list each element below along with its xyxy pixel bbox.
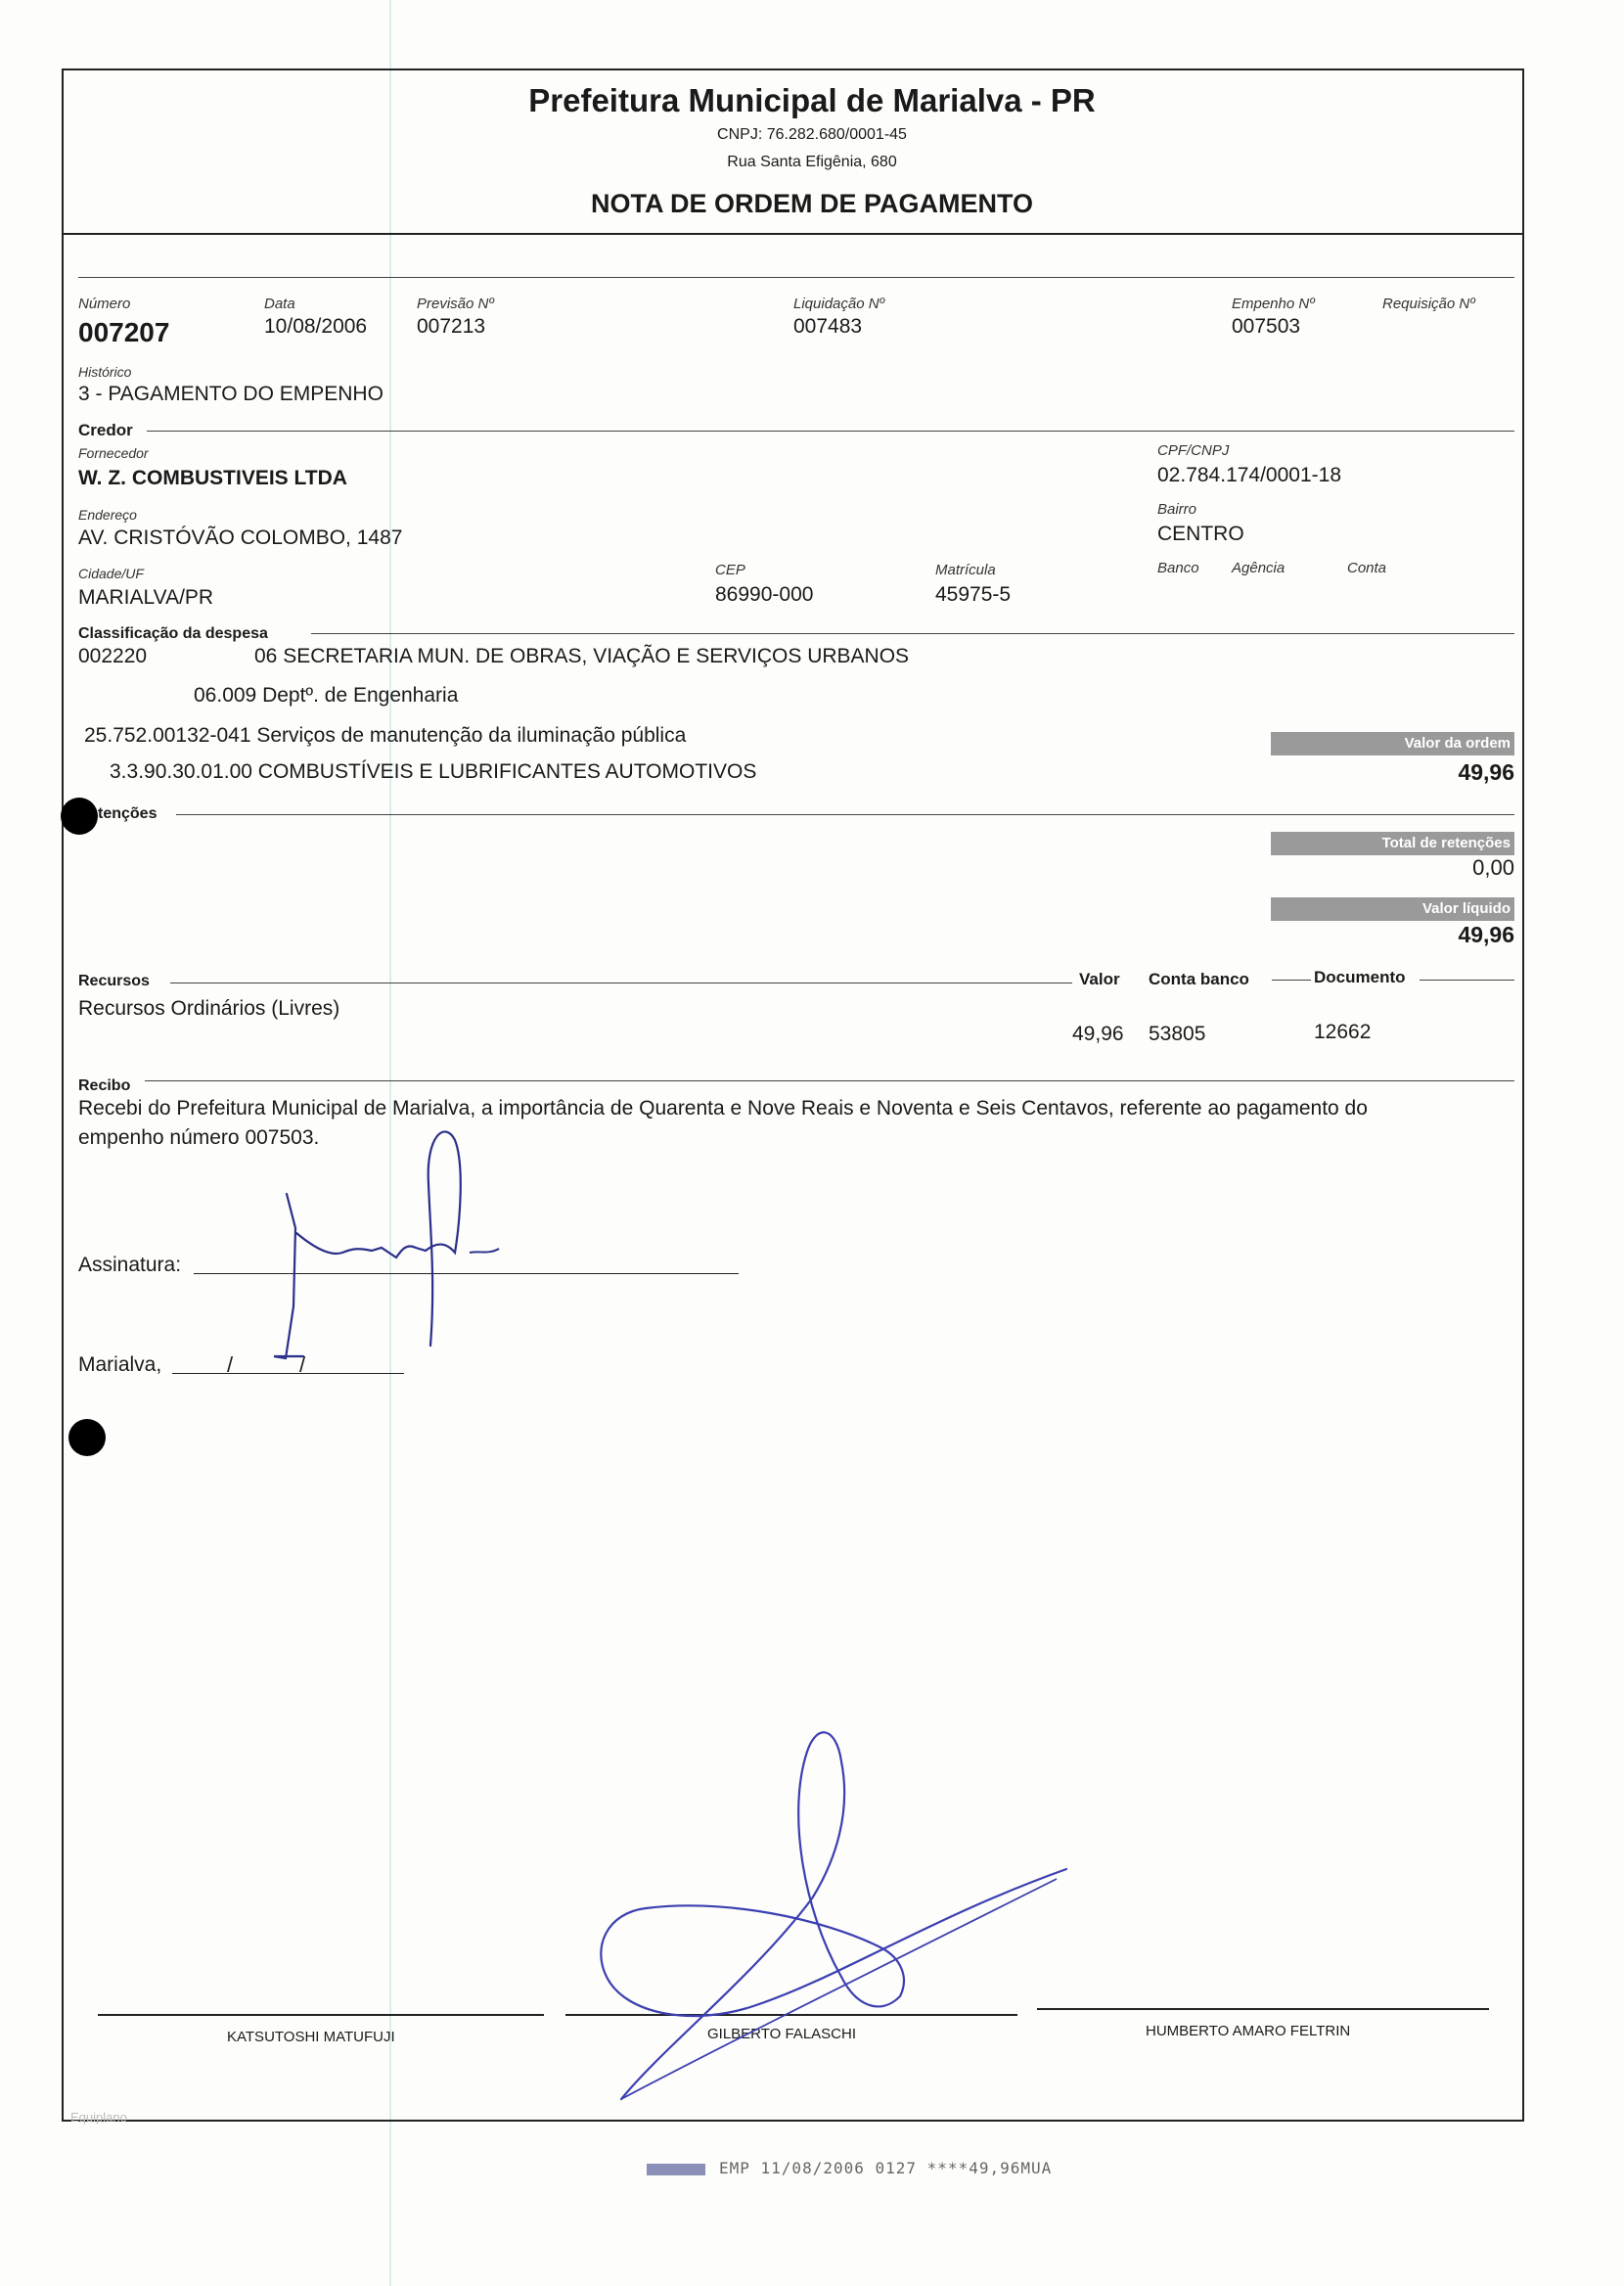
cpf-label: CPF/CNPJ: [1157, 442, 1230, 459]
document-title: NOTA DE ORDEM DE PAGAMENTO: [590, 189, 1033, 218]
ids-divider: [78, 277, 1514, 278]
recursos-documento-label: Documento: [1314, 968, 1406, 986]
equiplano-watermark: Equiplano: [70, 2110, 127, 2125]
municipality-title: Prefeitura Municipal de Marialva - PR: [528, 82, 1096, 118]
stamp-logo-icon: [647, 2164, 705, 2175]
valor-ordem-value: 49,96: [1458, 759, 1514, 785]
classificacao-line4: 3.3.90.30.01.00 COMBUSTÍVEIS E LUBRIFICANTES AUTOMOTIVOS: [110, 760, 757, 783]
classificacao-line3: 25.752.00132-041 Serviços de manutenção da iluminação pública: [84, 724, 687, 747]
cidade-value: MARIALVA/PR: [78, 586, 214, 609]
cnpj-line: CNPJ: 76.282.680/0001-45: [717, 126, 907, 143]
fornecedor-value: W. Z. COMBUSTIVEIS LTDA: [78, 467, 347, 489]
empenho-value: 007503: [1232, 315, 1301, 338]
conta-label: Conta: [1347, 560, 1387, 576]
cep-label: CEP: [715, 562, 745, 578]
recursos-conta: 53805: [1149, 1023, 1206, 1045]
recibo-handwritten-signature: [186, 1125, 558, 1399]
empenho-label: Empenho Nº: [1232, 296, 1315, 312]
signatory-3: HUMBERTO AMARO FELTRIN: [1146, 2023, 1351, 2039]
historico-value: 3 - PAGAMENTO DO EMPENHO: [78, 383, 383, 405]
date-separator-2: /: [299, 1352, 306, 1377]
total-retencoes-bar: Total de retenções: [1271, 832, 1514, 855]
agencia-label: Agência: [1232, 560, 1286, 576]
recursos-valor-label: Valor: [1079, 970, 1120, 988]
punch-hole-mark-2: [68, 1419, 106, 1456]
cep-value: 86990-000: [715, 583, 814, 606]
classificacao-line2: 06.009 Deptº. de Engenharia: [194, 684, 459, 707]
signatory-1: KATSUTOSHI MATUFUJI: [227, 2029, 395, 2045]
fornecedor-label: Fornecedor: [78, 445, 149, 461]
valor-liquido-bar: Valor líquido: [1271, 897, 1514, 921]
numero-value: 007207: [78, 317, 170, 347]
marialva-date-label: Marialva,: [78, 1353, 162, 1376]
data-value: 10/08/2006: [264, 315, 368, 338]
liquidacao-label: Liquidação Nº: [793, 296, 885, 312]
numero-label: Número: [78, 296, 131, 312]
recibo-text-line1: Recebi do Prefeitura Municipal de Marialva, a importância de Quarenta e Nove Reais e Noventa e Seis Centavos, referente ao pagamento do: [78, 1097, 1368, 1120]
assinatura-label: Assinatura:: [78, 1254, 182, 1276]
punch-hole-mark: [61, 798, 98, 835]
endereco-label: Endereço: [78, 507, 137, 523]
recibo-text-line2: empenho número 007503.: [78, 1126, 320, 1149]
signatory-2: GILBERTO FALASCHI: [707, 2026, 856, 2042]
cpf-value: 02.784.174/0001-18: [1157, 464, 1342, 486]
credor-divider: [147, 431, 1514, 432]
data-label: Data: [264, 296, 295, 312]
valor-liquido-value: 49,96: [1458, 922, 1514, 947]
recursos-valor: 49,96: [1072, 1023, 1124, 1045]
mechanical-stamp: [647, 2159, 1052, 2177]
header-divider: [62, 233, 1524, 235]
credor-section-title: Credor: [78, 421, 133, 439]
banco-label: Banco: [1157, 560, 1199, 576]
address-line: Rua Santa Efigênia, 680: [727, 154, 897, 170]
recursos-descricao: Recursos Ordinários (Livres): [78, 997, 340, 1020]
matricula-label: Matrícula: [935, 562, 996, 578]
recibo-divider: [145, 1080, 1514, 1081]
classificacao-section-title: Classificação da despesa: [78, 625, 268, 642]
recursos-documento: 12662: [1314, 1021, 1372, 1043]
recursos-divider-2: [1272, 980, 1311, 981]
total-retencoes-value: 0,00: [1472, 855, 1514, 880]
valor-ordem-bar: Valor da ordem: [1271, 732, 1514, 755]
endereco-value: AV. CRISTÓVÃO COLOMBO, 1487: [78, 526, 403, 549]
recursos-section-title: Recursos: [78, 973, 150, 989]
previsao-label: Previsão Nº: [417, 296, 494, 312]
retencoes-section-title: tenções: [98, 805, 158, 822]
signature-line-3: [1037, 2008, 1489, 2010]
matricula-value: 45975-5: [935, 583, 1012, 606]
stamp-text: EMP 11/08/2006 0127 ****49,96MUA: [719, 2159, 1053, 2177]
recursos-conta-label: Conta banco: [1149, 970, 1249, 988]
requisicao-label: Requisição Nº: [1382, 296, 1475, 312]
signature-line-1: [98, 2014, 544, 2016]
cidade-label: Cidade/UF: [78, 566, 144, 581]
classificacao-line1: 06 SECRETARIA MUN. DE OBRAS, VIAÇÃO E SERVIÇOS URBANOS: [254, 645, 910, 667]
date-separator-1: /: [227, 1352, 234, 1377]
previsao-value: 007213: [417, 315, 486, 338]
historico-label: Histórico: [78, 364, 132, 380]
bairro-value: CENTRO: [1157, 523, 1244, 545]
falaschi-handwritten-signature: [587, 1722, 1076, 2114]
bairro-label: Bairro: [1157, 501, 1197, 518]
recibo-section-title: Recibo: [78, 1077, 131, 1094]
recursos-divider-3: [1420, 980, 1514, 981]
classificacao-divider: [311, 633, 1514, 634]
liquidacao-value: 007483: [793, 315, 863, 338]
classificacao-code: 002220: [78, 645, 148, 667]
retencoes-divider: [176, 814, 1514, 815]
